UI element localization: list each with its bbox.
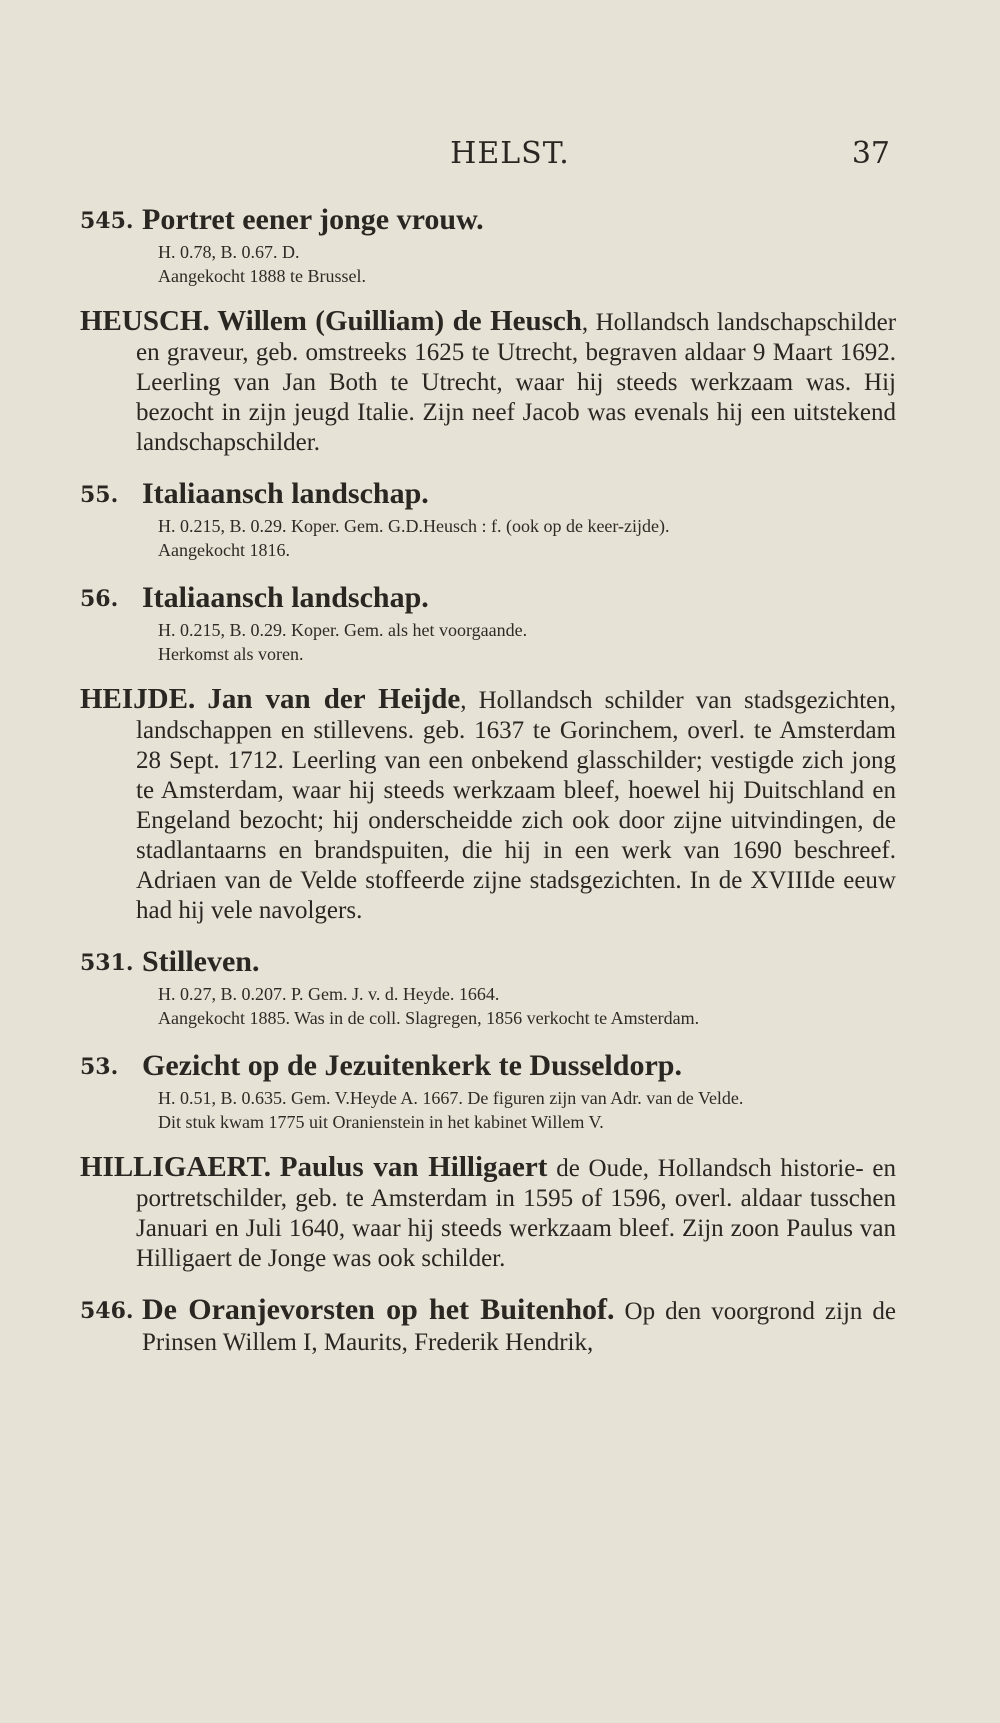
artist-heijde <box>80 684 896 926</box>
entry-number: 53. <box>80 1054 119 1080</box>
catalogue-entry-53 <box>80 1048 896 1134</box>
entry-dimensions: H. 0.27, B. 0.207. P. Gem. J. v. d. Heyde. 1664. <box>158 984 500 1004</box>
entry-provenance: Herkomst als voren. <box>158 644 304 664</box>
entry-dimensions: H. 0.51, B. 0.635. Gem. V.Heyde A. 1667. De figuren zijn van Adr. van de Velde. <box>158 1088 744 1108</box>
page-content <box>80 202 896 1376</box>
entry-provenance: Aangekocht 1888 te Brussel. <box>158 266 366 286</box>
entry-description <box>142 1292 896 1358</box>
entry-number: 55. <box>80 482 119 508</box>
entry-title: Portret eener jonge vrouw. <box>142 203 484 236</box>
catalogue-entry-531 <box>80 944 896 1030</box>
artist-biography: , Hollandsch schilder van stadsgezichten, landschappen en stillevens. geb. 1637 te Gorinchem, overl. te Amsterdam 28 Sept. 1712. Leerling van een onbekend glasschilder; vestigde zich jong te Amsterdam, waar hij steeds werkzaam bleef, hoewel hij Duitschland en Engeland bezocht; hij onderscheidde zich ook door zijne uitvindingen, de stadlantaarns en brandspuiten, die hij in een werk van 1690 beschreef. Adriaen van de Velde stoffeerde zijne stadsgezichten. In de XVIIIde eeuw had hij vele navolgers. <box>136 687 896 924</box>
catalogue-entry-55 <box>80 476 896 562</box>
artist-biography: , Hollandsch landschapschilder en graveur, geb. omstreeks 1625 te Utrecht, begraven aldaar 9 Maart 1692. Leerling van Jan Both te Utrecht, waar hij steeds werkzaam was. Hij bezocht in zijn jeugd Italie. Zijn neef Jacob was evenals hij een uitstekend landschapschilder. <box>136 309 897 456</box>
artist-name: Jan van der Heijde <box>207 683 461 715</box>
entry-dimensions: H. 0.215, B. 0.29. Koper. Gem. G.D.Heusch : f. (ook op de keer-zijde). <box>158 516 670 536</box>
artist-surname: HEUSCH. <box>80 305 210 337</box>
artist-name: Willem (Guilliam) de Heusch <box>217 305 582 337</box>
entry-title: Italiaansch landschap. <box>142 581 429 614</box>
page-number: 37 <box>851 136 890 171</box>
entry-description-text: Op den voorgrond zijn de Prinsen Willem I, Maurits, Frederik Hendrik, <box>142 1298 896 1356</box>
artist-surname: HEIJDE. <box>80 683 196 715</box>
catalogue-entry-546 <box>80 1292 896 1358</box>
artist-name: Paulus van Hilligaert <box>279 1151 548 1183</box>
catalogue-entry-56 <box>80 580 896 666</box>
entry-provenance: Dit stuk kwam 1775 uit Oranienstein in het kabinet Willem V. <box>158 1112 604 1132</box>
catalogue-entry-545 <box>80 202 896 288</box>
artist-surname: HILLIGAERT. <box>80 1151 272 1183</box>
artist-biography: de Oude, Hollandsch historie- en portretschilder, geb. te Amsterdam in 1595 of 1596, overl. aldaar tusschen Januari en Juli 1640, waar hij steeds werkzaam bleef. Zijn zoon Paulus van Hilligaert de Jonge was ook schilder. <box>136 1155 896 1272</box>
entry-dimensions: H. 0.78, B. 0.67. D. <box>158 242 300 262</box>
entry-title: Italiaansch landschap. <box>142 477 429 510</box>
running-head-title: HELST. <box>450 136 570 171</box>
entry-number: 545. <box>80 208 134 234</box>
entry-provenance: Aangekocht 1816. <box>158 540 290 560</box>
artist-heusch <box>80 306 896 458</box>
entry-title: De Oranjevorsten op het Buitenhof. <box>142 1293 615 1326</box>
entry-provenance: Aangekocht 1885. Was in de coll. Slagregen, 1856 verkocht te Amsterdam. <box>158 1008 700 1028</box>
artist-hilligaert <box>80 1152 896 1274</box>
entry-number: 546. <box>80 1298 134 1324</box>
entry-number: 56. <box>80 586 119 612</box>
entry-dimensions: H. 0.215, B. 0.29. Koper. Gem. als het voorgaande. <box>158 620 528 640</box>
entry-number: 531. <box>80 950 134 976</box>
entry-title: Stilleven. <box>142 945 260 978</box>
entry-title: Gezicht op de Jezuitenkerk te Dusseldorp. <box>142 1049 682 1082</box>
